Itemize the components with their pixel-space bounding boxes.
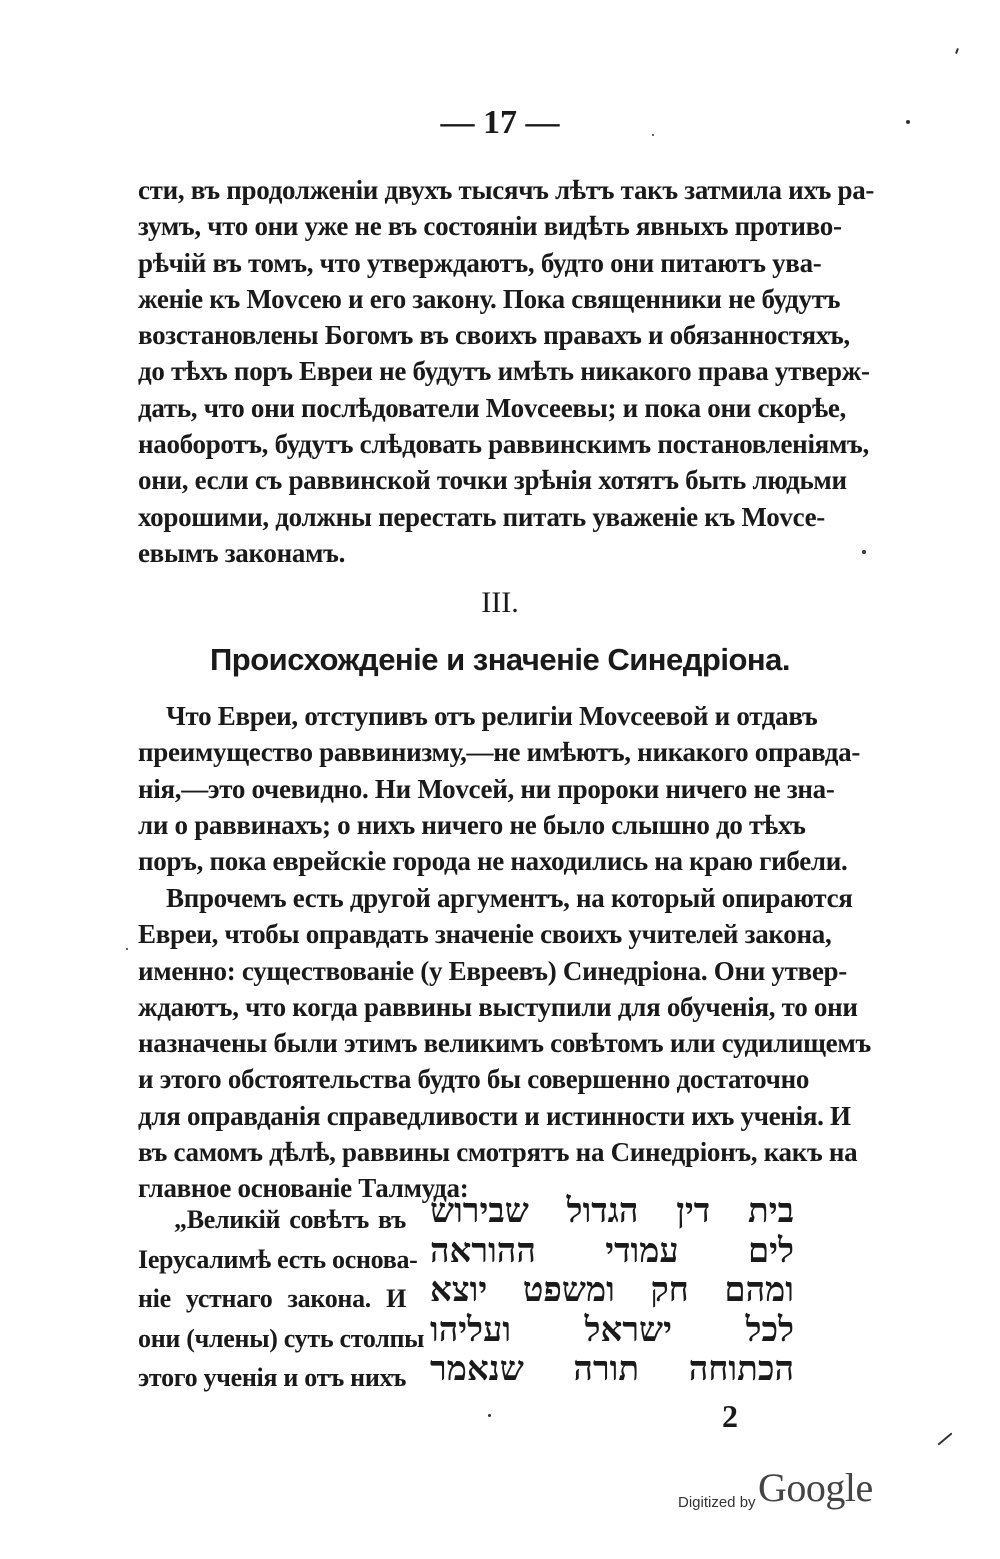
scan-speck xyxy=(652,134,654,136)
section-number: III. xyxy=(481,586,519,619)
text-line: наоборотъ, будутъ слѣдовать раввинскимъ постановленіямъ, xyxy=(138,429,869,460)
text-line: зумъ, что они уже не въ состояніи видѣть явныхъ противо- xyxy=(138,211,842,242)
text-line: дать, что они послѣдователи Моvсеевы; и пока они скорѣе, xyxy=(138,392,846,423)
scan-speck xyxy=(937,1432,952,1445)
text-line: назначены были этимъ великимъ совѣтомъ или судилищемъ xyxy=(138,1028,871,1059)
text-line: ждаютъ, что когда раввины выступили для обученія, то они xyxy=(138,991,858,1022)
hebrew-line: הכתוחה תורה שנאמר xyxy=(430,1349,794,1390)
hebrew-quote xyxy=(430,1192,794,1390)
text-line: до тѣхъ поръ Евреи не будутъ имѣть никакого права утверж- xyxy=(138,356,870,387)
text-line: главное основаніе Талмуда: xyxy=(138,1173,469,1204)
scan-speck xyxy=(488,1414,491,1417)
text-line: хорошими, должны перестать питать уваженіе къ Моvсе- xyxy=(138,501,825,532)
text-line: для оправданія справедливости и истинности ихъ ученія. И xyxy=(138,1100,851,1131)
text-line: рѣчій въ томъ, что утверждаютъ, будто они питаютъ ува- xyxy=(138,247,822,278)
section-title: Происхожденіе и значеніе Синедріона. xyxy=(210,642,790,677)
text-line: въ самомъ дѣлѣ, раввины смотрятъ на Синедріонъ, какъ на xyxy=(138,1137,858,1168)
quote-line: Іерусалимѣ есть основа- xyxy=(138,1244,418,1274)
scan-speck xyxy=(955,48,959,54)
hebrew-line: לכל ישראל ועליהו xyxy=(430,1309,794,1350)
hebrew-line: לים עמודי ההוראה xyxy=(430,1230,794,1271)
paragraph-sanhedrin xyxy=(138,880,871,1207)
text-line: возстановлены Богомъ въ своихъ правахъ и обязанностяхъ, xyxy=(138,320,850,351)
quote-line: этого ученія и отъ нихъ xyxy=(138,1363,407,1393)
text-line: и этого обстоятельства будто бы совершенно достаточно xyxy=(138,1064,810,1095)
quote-line: „Великій совѣтъ въ xyxy=(174,1205,406,1234)
text-line: евымъ законамъ. xyxy=(138,537,346,568)
text-line: Евреи, чтобы оправдать значеніе своихъ учителей закона, xyxy=(138,919,832,950)
text-line: именно: существованіе (у Евреевъ) Синедріона. Они утвер- xyxy=(138,955,847,986)
google-logo: Google xyxy=(758,1465,873,1510)
quote-translation xyxy=(138,1200,425,1398)
hebrew-line: ומהם חק ומשפט יוצא xyxy=(430,1270,794,1311)
quote-line: ніе устнаго закона. И xyxy=(138,1284,406,1314)
text-line: сти, въ продолженіи двухъ тысячъ лѣтъ такъ затмила ихъ ра- xyxy=(138,175,875,205)
scan-speck xyxy=(126,948,128,950)
scan-speck xyxy=(906,120,910,124)
text-line: женіе къ Моvсею и его закону. Пока священники не будутъ xyxy=(138,283,841,314)
text-line: ли о раввинахъ; о нихъ ничего не было слышно до тѣхъ xyxy=(138,809,806,840)
text-line: преимущество раввинизму,—не имѣютъ, никакого оправда- xyxy=(138,737,861,768)
paragraph-continuation xyxy=(138,172,875,571)
text-line: нія,—это очевидно. Ни Моvсей, ни пророки ничего не зна- xyxy=(138,773,835,804)
signature-mark: 2 xyxy=(722,1398,738,1434)
hebrew-line: בית דין הגדול שבירוש xyxy=(430,1191,794,1231)
watermark-prefix: Digitized by xyxy=(678,1494,756,1511)
text-line: Впрочемъ есть другой аргументъ, на который опираются xyxy=(166,883,853,913)
quote-line: они (члены) суть столпы xyxy=(138,1323,425,1353)
text-line: Что Евреи, отступивъ отъ религіи Моvсеевой и отдавъ xyxy=(166,701,818,731)
paragraph-rabbinism xyxy=(138,698,861,879)
text-line: они, если съ раввинской точки зрѣнія хотятъ быть людьми xyxy=(138,465,847,496)
text-line: поръ, пока еврейскіе города не находились на краю гибели. xyxy=(138,846,848,877)
scan-speck xyxy=(862,550,866,554)
page-number: — 17 — xyxy=(440,104,560,141)
digitized-watermark xyxy=(678,1462,878,1522)
